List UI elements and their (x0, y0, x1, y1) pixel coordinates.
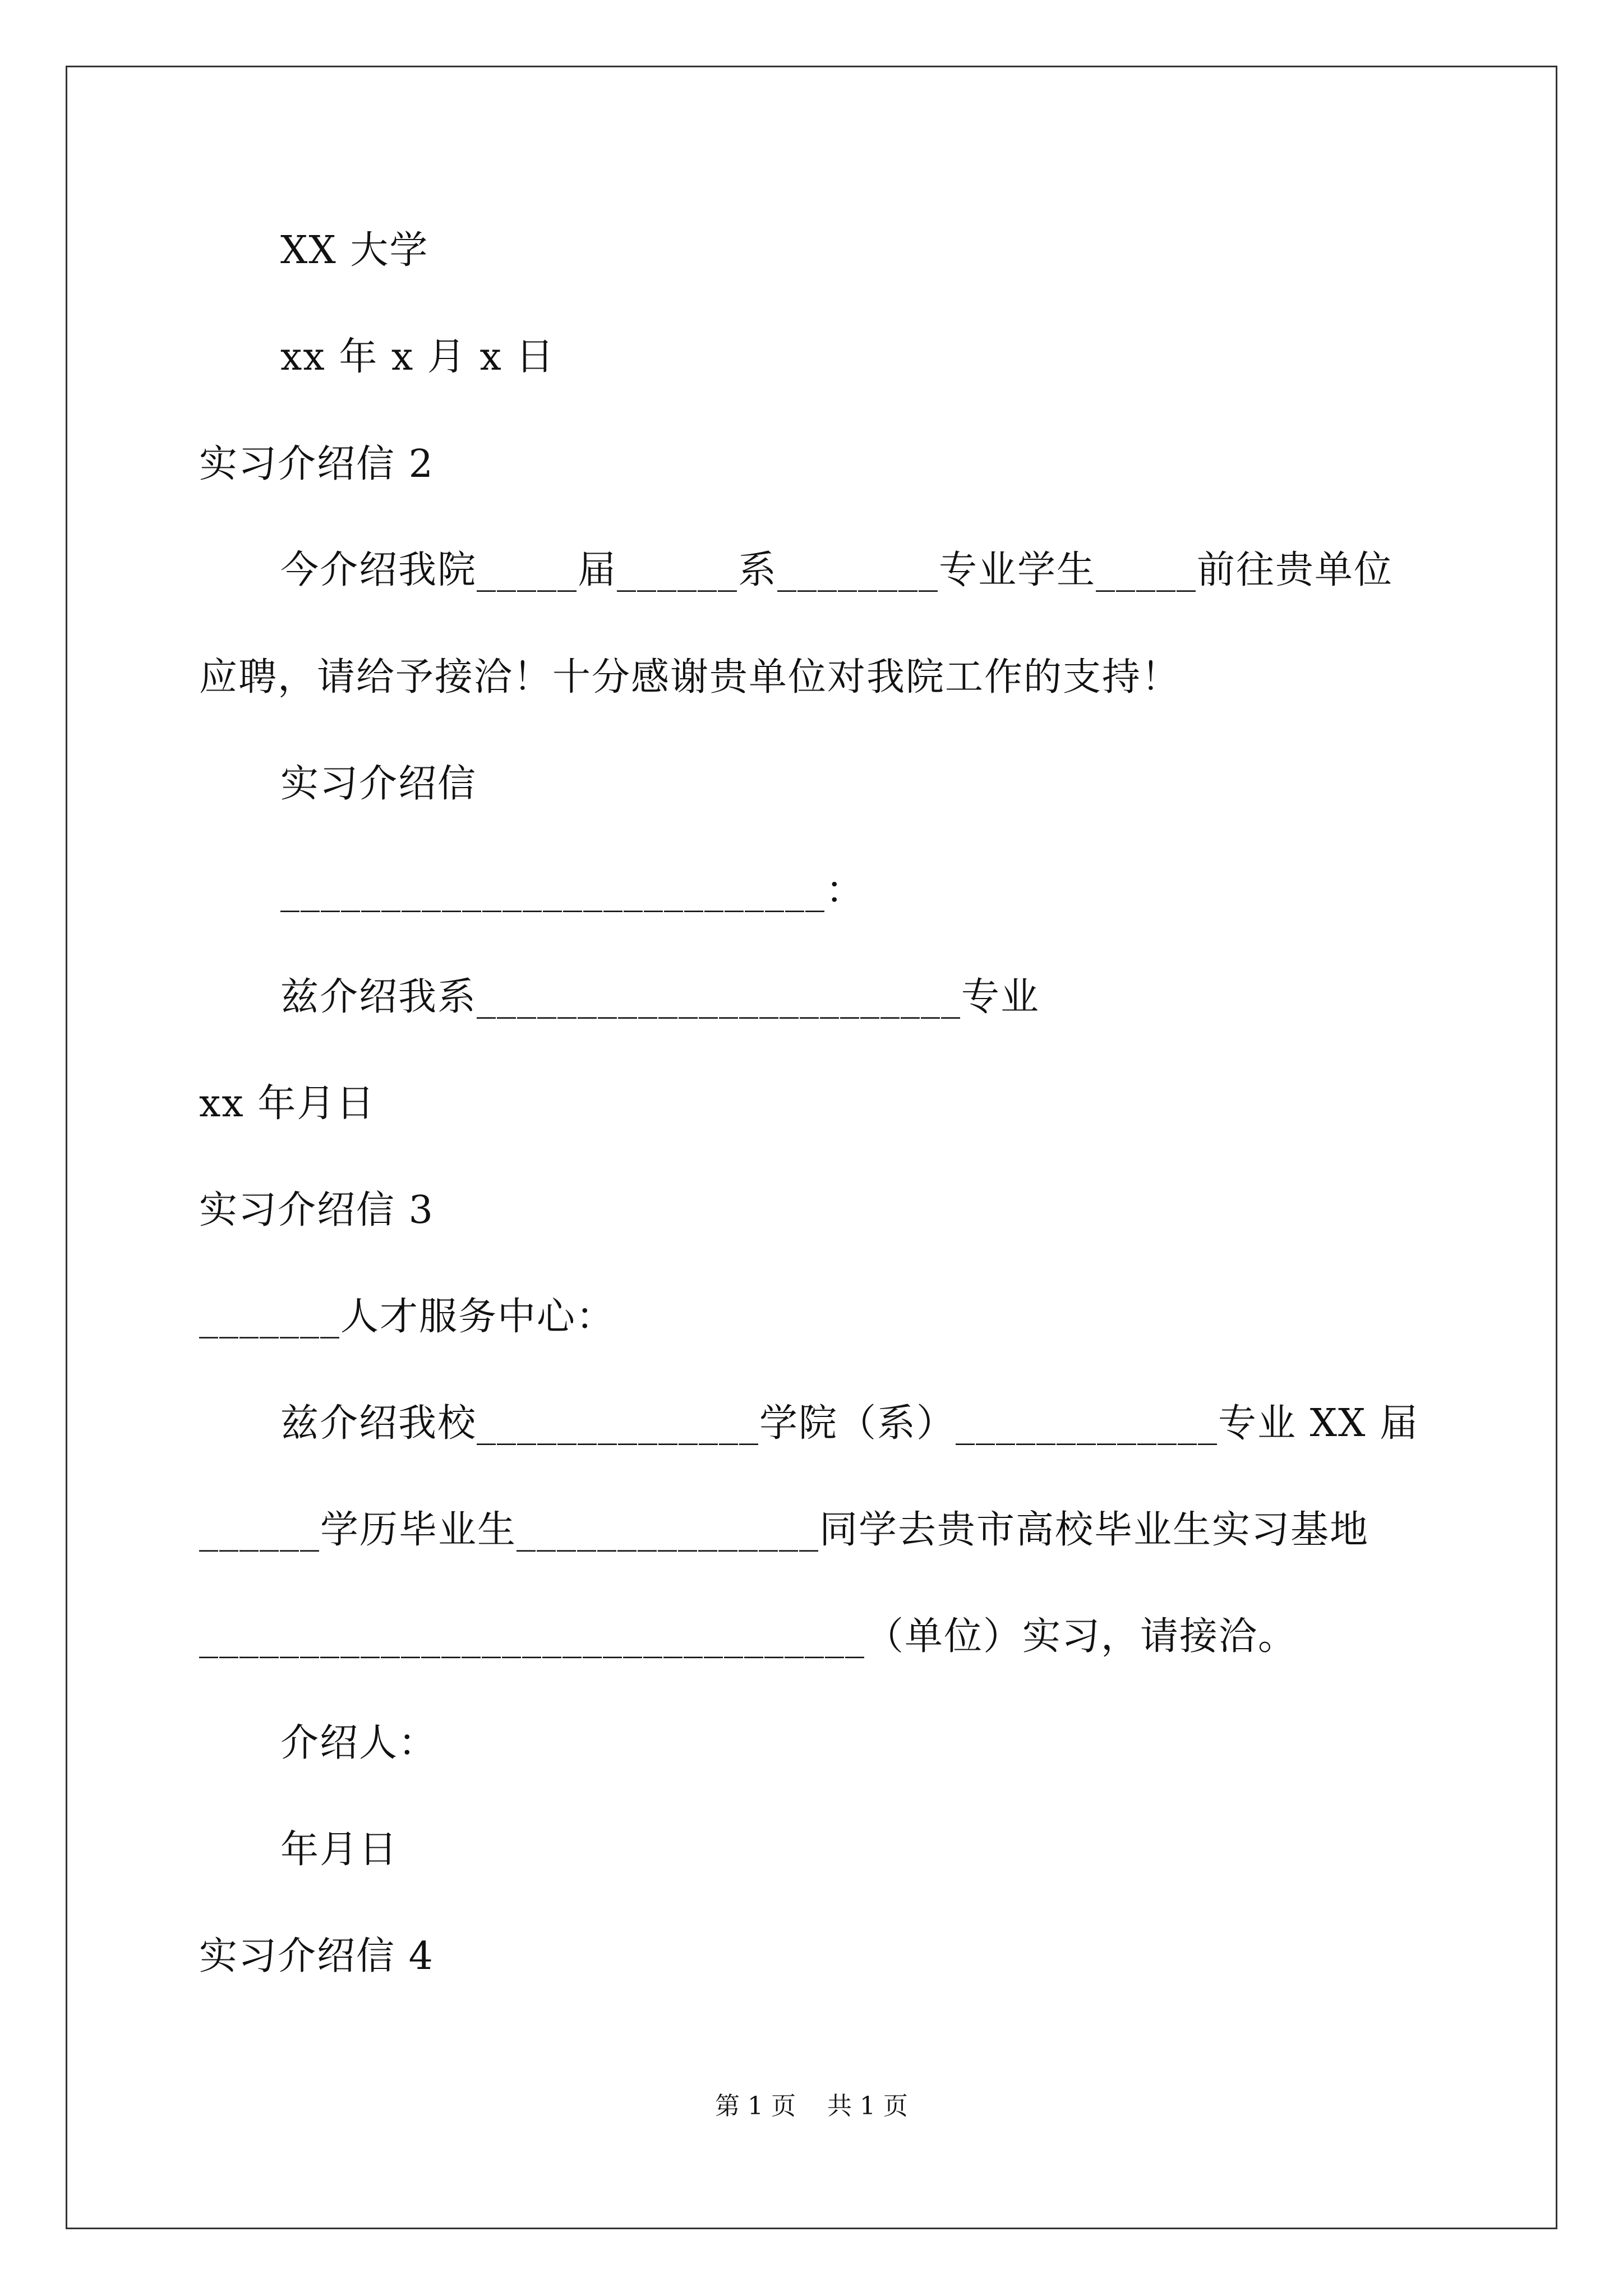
date-line: 年月日 (280, 1828, 399, 1872)
section-title-3: 实习介绍信 3 (199, 1188, 434, 1232)
paragraph-line: 今介绍我院_____届______系________专业学生_____前往贵单位 (280, 548, 1394, 592)
recipient-blank: ___________________________： (280, 868, 865, 913)
introducer-line: 介绍人： (280, 1721, 438, 1765)
paragraph-line: 应聘，请给予接洽！十分感谢贵单位对我院工作的支持！ (199, 655, 1181, 700)
university-name: XX 大学 (280, 228, 429, 273)
recipient-line: _______人才服务中心： (199, 1295, 616, 1339)
date-line: xx 年月日 (199, 1082, 376, 1126)
date-line: xx 年 x 月 x 日 (280, 335, 555, 379)
page-footer: 第 1 页 共 1 页 (715, 2092, 908, 2120)
page-border (66, 66, 1557, 2229)
paragraph-line: 兹介绍我系________________________专业 (280, 975, 1040, 1019)
paragraph-line: 兹介绍我校______________学院（系）_____________专业 XX 届 (280, 1401, 1419, 1446)
paragraph-line: ______学历毕业生_______________同学去贵市高校毕业生实习基地 (199, 1508, 1370, 1552)
letter-heading: 实习介绍信 (280, 762, 477, 806)
paragraph-line: _________________________________（单位）实习，请接洽。 (199, 1614, 1298, 1659)
section-title-4: 实习介绍信 4 (199, 1934, 434, 1978)
section-title-2: 实习介绍信 2 (199, 442, 434, 486)
